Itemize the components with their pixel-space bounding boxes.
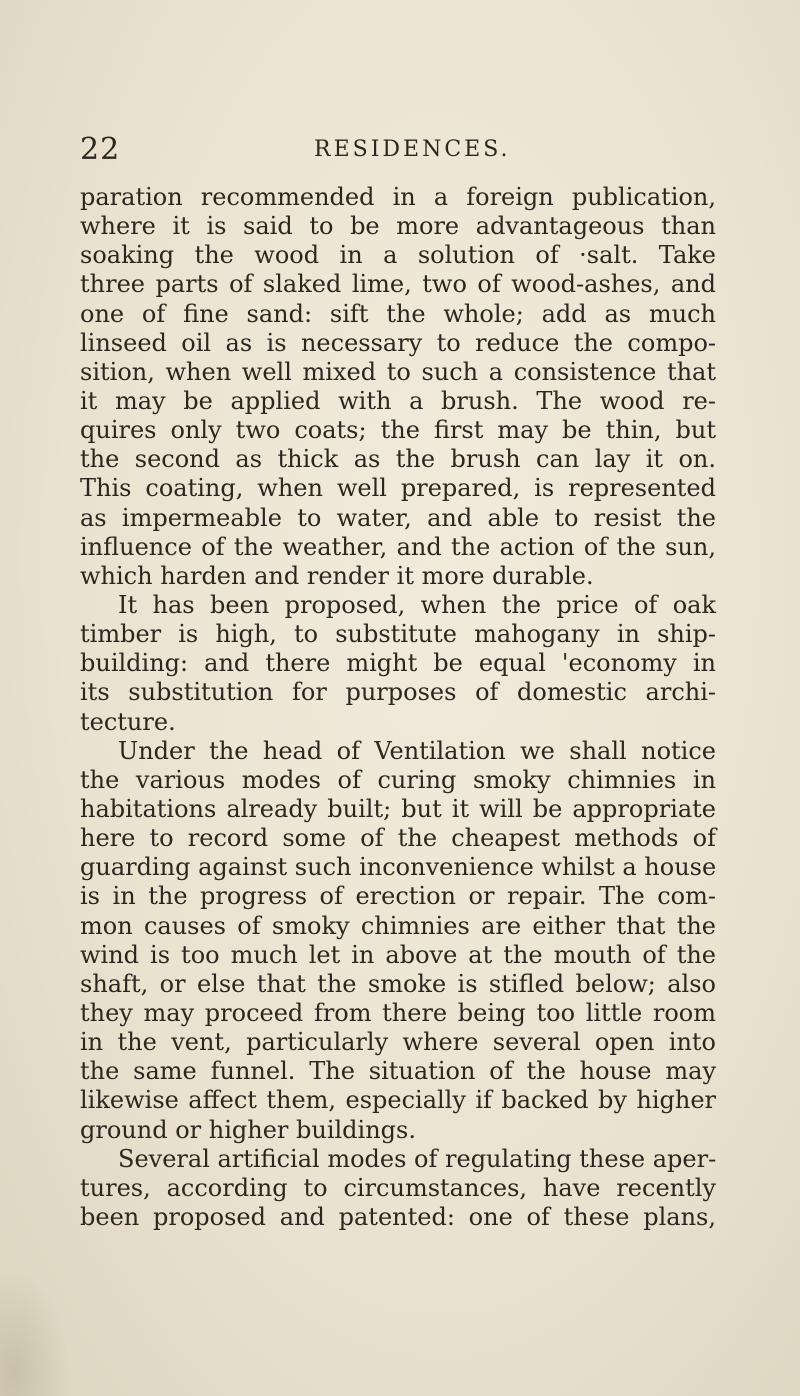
text-line: one of fine sand: sift the whole; add as much [80, 299, 716, 328]
text-line: ground or higher buildings. [80, 1115, 416, 1144]
page-header [80, 132, 720, 172]
text-line: three parts of slaked lime, two of wood-ashes, and [80, 270, 716, 299]
body-text [80, 183, 716, 1232]
text-line: where it is said to be more advantageous than [80, 212, 716, 241]
text-line: soaking the wood in a solution of ·salt. Take [80, 241, 716, 270]
text-line: This coating, when well prepared, is represented [80, 474, 716, 503]
text-line: shaft, or else that the smoke is stifled below; also [80, 969, 716, 998]
text-line: its substitution for purposes of domestic archi- [80, 678, 716, 707]
text-line: building: and there might be equal 'economy in [80, 649, 716, 678]
paragraph-start-line: It has been proposed, when the price of oak [118, 590, 716, 619]
text-line: sition, when well mixed to such a consistence that [80, 357, 716, 386]
text-line: tecture. [80, 707, 176, 736]
text-line: in the vent, particularly where several open into [80, 1028, 716, 1057]
text-line: linseed oil as is necessary to reduce the compo- [80, 328, 716, 357]
text-line: tures, according to circumstances, have recently [80, 1173, 716, 1202]
text-line: they may proceed from there being too little room [80, 998, 716, 1027]
text-line: habitations already built; but it will be appropriate [80, 794, 716, 823]
text-line: is in the progress of erection or repair. The com- [80, 882, 716, 911]
text-line: timber is high, to substitute mahogany in ship- [80, 620, 716, 649]
text-line: here to record some of the cheapest methods of [80, 824, 716, 853]
text-line: the same funnel. The situation of the house may [80, 1057, 716, 1086]
text-line: been proposed and patented: one of these plans, [80, 1202, 716, 1231]
text-line: it may be applied with a brush. The wood re- [80, 386, 716, 415]
text-line: paration recommended in a foreign publication, [80, 183, 716, 211]
text-line: mon causes of smoky chimnies are either that the [80, 911, 716, 940]
page-stain [0, 1270, 70, 1396]
text-line: quires only two coats; the first may be thin, but [80, 416, 716, 445]
text-line: wind is too much let in above at the mouth of the [80, 940, 716, 969]
text-line: the second as thick as the brush can lay it on. [80, 445, 716, 474]
text-line: influence of the weather, and the action of the sun, [80, 532, 716, 561]
page-number: 22 [80, 132, 121, 167]
text-line: which harden and render it more durable. [80, 561, 594, 590]
text-line: likewise affect them, especially if backed by higher [80, 1086, 716, 1115]
text-line: as impermeable to water, and able to resist the [80, 503, 716, 532]
running-head: RESIDENCES. [314, 137, 511, 162]
text-line: the various modes of curing smoky chimnies in [80, 765, 716, 794]
paragraph-start-line: Under the head of Ventilation we shall notice [118, 736, 716, 765]
text-line: guarding against such inconvenience whilst a house [80, 853, 717, 882]
paragraph-start-line: Several artificial modes of regulating these aper- [118, 1144, 717, 1173]
